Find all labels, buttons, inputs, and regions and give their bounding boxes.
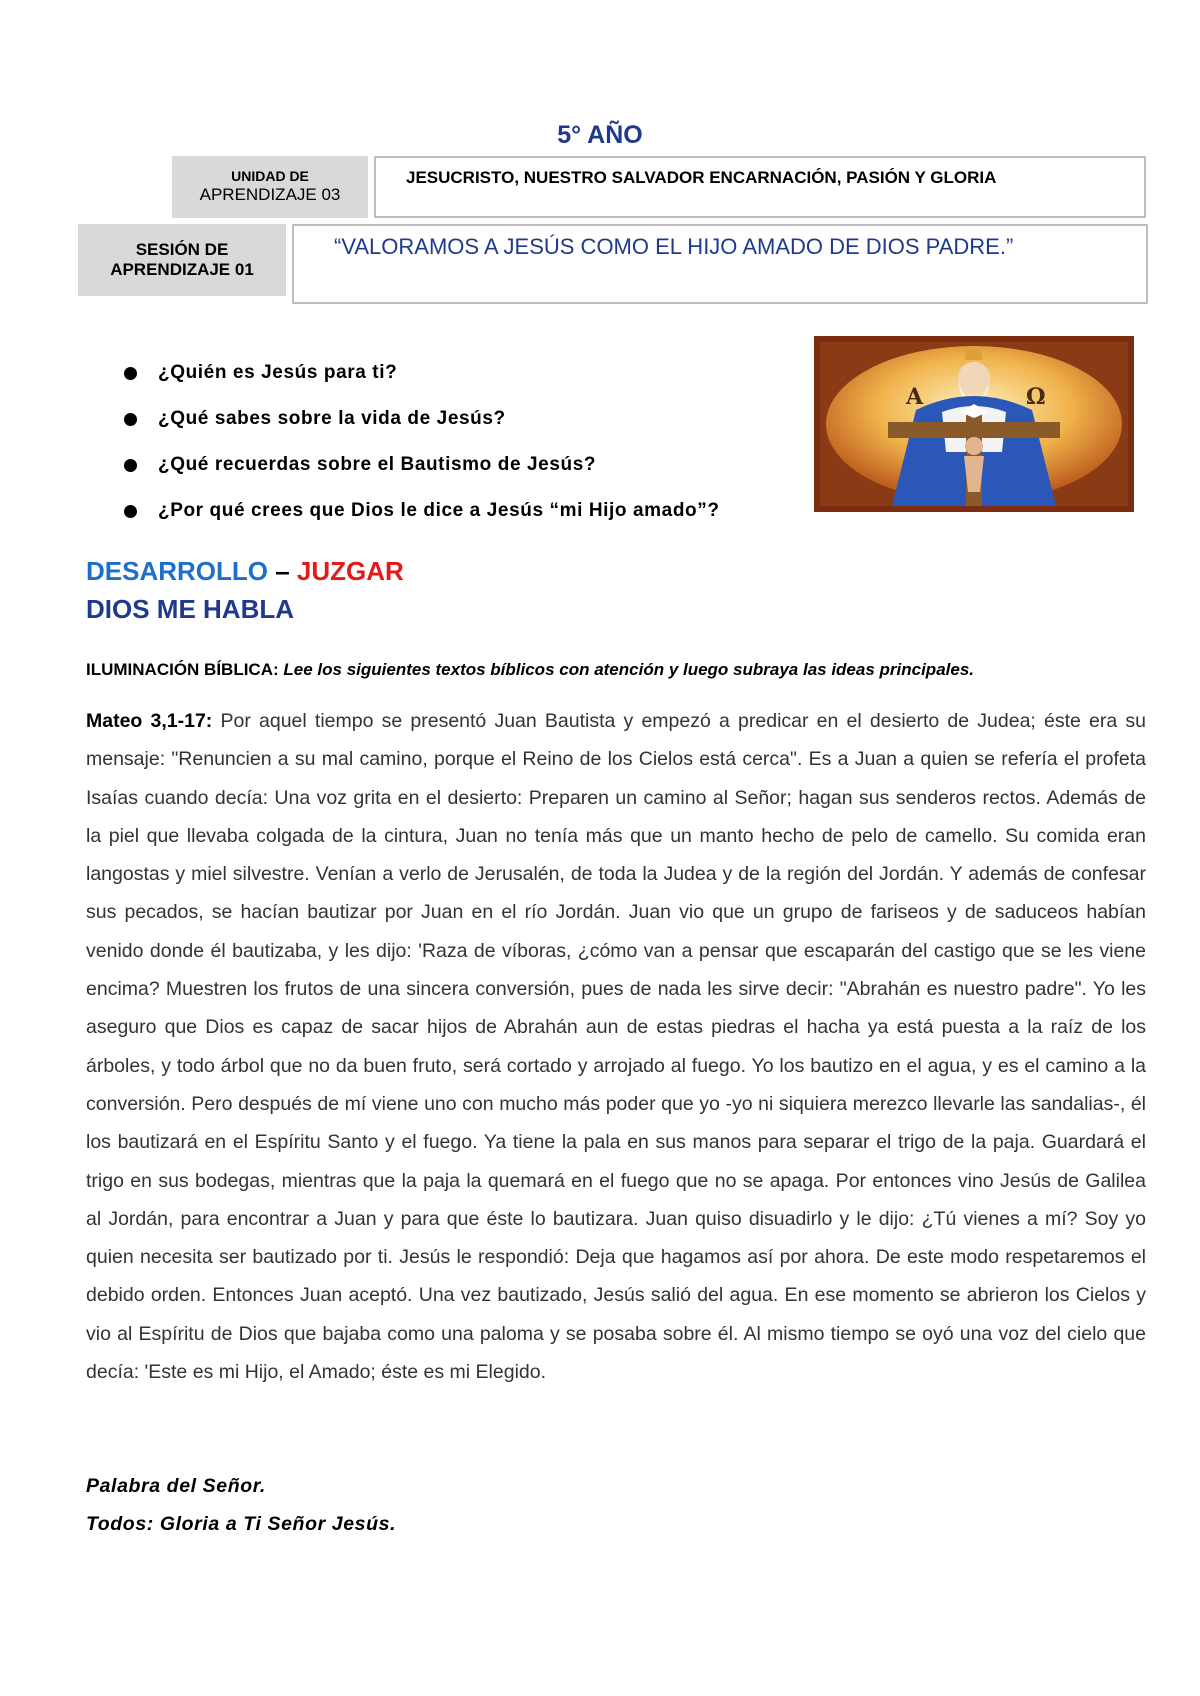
question-text: ¿Qué sabes sobre la vida de Jesús? — [158, 408, 506, 429]
omega-letter: Ω — [1026, 384, 1046, 410]
reading-reference: Mateo 3,1-17: — [86, 710, 213, 732]
illumination-text: Lee los siguientes textos bíblicos con atención y luego subraya las ideas principales. — [283, 660, 974, 679]
section-heading-part1: DESARROLLO — [86, 556, 268, 586]
question-list — [122, 360, 802, 544]
holy-trinity-icon — [814, 336, 1134, 512]
session-label-line1: SESIÓN DE — [135, 239, 229, 259]
section-heading-dash: – — [268, 556, 297, 586]
closing-line-1: Palabra del Señor. — [86, 1475, 266, 1497]
page-title: 5° AÑO — [557, 121, 643, 149]
son-face — [965, 437, 983, 455]
section-heading-part2: JUZGAR — [296, 556, 404, 586]
section-subheading: DIOS ME HABLA — [86, 594, 294, 624]
session-title: “VALORAMOS A JESÚS COMO EL HIJO AMADO DE DIOS PADRE.” — [292, 224, 1148, 304]
illumination-label: ILUMINACIÓN BÍBLICA: — [86, 660, 279, 679]
question-item — [122, 498, 802, 544]
question-item — [122, 406, 802, 452]
illumination-instruction — [86, 660, 1146, 680]
holy-trinity-illustration — [820, 342, 1128, 506]
reading-text: Por aquel tiempo se presentó Juan Bautista y empezó a predicar en el desierto de Judea; éste era su mensaje: "Renuncien a su mal camino, porque el Reino de los Cielos está cerca". Es a Juan a quien se refería el profeta Isaías cuando decía: Una voz grita en el desierto: Preparen un camino al Señor; hagan sus senderos rectos. Además de la piel que llevaba colgada de la cintura, Juan no tenía más que un manto hecho de pelo de camello. Su comida eran langostas y miel silvestre. Venían a verlo de Jerusalén, de toda la Judea y de la región del Jordán. Y además de confesar sus pecados, se hacían bautizar por Juan en el río Jordán. Juan vio que un grupo de fariseos y de saduceos habían venido donde él bautizaba, y les dijo: 'Raza de víboras, ¿cómo van a pensar que escaparán del castigo que se les viene encima? Muestren los frutos de una sincera conversión, pues de nada les sirve decir: "Abrahán es nuestro padre". Yo les aseguro que Dios es capaz de sacar hijos de Abrahán aun de estas piedras el hacha ya está puesta a la raíz de los árboles, y todo árbol que no da buen fruto, será cortado y arrojado al fuego. Yo los bautizo en el agua, y es el camino a la conversión. Pero después de mí viene uno con mucho más poder que yo -yo ni siquiera merezco llevarle las sandalias-, él los bautizará en el Espíritu Santo y el fuego. Ya tiene la pala en sus manos para separar el trigo de la paja. Guardará el trigo en sus bodegas, mientras que la paja la quemará en el fuego que no se apaga. Por entonces vino Jesús de Galilea al Jordán, para encontrar a Juan y para que éste lo bautizara. Juan quiso disuadirlo y le dijo: ¿Tú vienes a mí? Soy yo quien necesita ser bautizado por ti. Jesús le respondió: Deja que hagamos así por ahora. De este modo respetaremos el debido orden. Entonces Juan aceptó. Una vez bautizado, Jesús salió del agua. En ese momento se abrieron los Cielos y vio al Espíritu de Dios que bajaba como una paloma y se posaba sobre él. Al mismo tiempo se oyó una voz del cielo que decía: 'Este es mi Hijo, el Amado; éste es mi Elegido. — [86, 710, 1147, 1384]
bullet-icon — [124, 367, 137, 380]
question-text: ¿Quién es Jesús para ti? — [158, 362, 398, 383]
question-item — [122, 360, 802, 406]
bible-reading — [86, 702, 1146, 1391]
alpha-letter: Α — [906, 384, 924, 410]
bullet-icon — [124, 505, 137, 518]
section-heading — [86, 556, 404, 587]
closing-line-2: Todos: Gloria a Ti Señor Jesús. — [86, 1513, 397, 1535]
unit-label-line1: UNIDAD DE — [231, 168, 309, 185]
session-label-line2: APRENDIZAJE 01 — [110, 260, 254, 279]
question-text: ¿Por qué crees que Dios le dice a Jesús “mi Hijo amado”? — [158, 500, 720, 521]
unit-title: JESUCRISTO, NUESTRO SALVADOR ENCARNACIÓN, PASIÓN Y GLORIA — [374, 156, 1146, 218]
crown-shape — [965, 346, 983, 360]
bullet-icon — [124, 413, 137, 426]
session-label — [78, 224, 286, 296]
question-item — [122, 452, 802, 498]
bullet-icon — [124, 459, 137, 472]
unit-label-line2: APRENDIZAJE 03 — [199, 185, 341, 205]
unit-label — [172, 156, 368, 218]
father-face — [958, 362, 990, 394]
question-text: ¿Qué recuerdas sobre el Bautismo de Jesús? — [158, 454, 597, 475]
